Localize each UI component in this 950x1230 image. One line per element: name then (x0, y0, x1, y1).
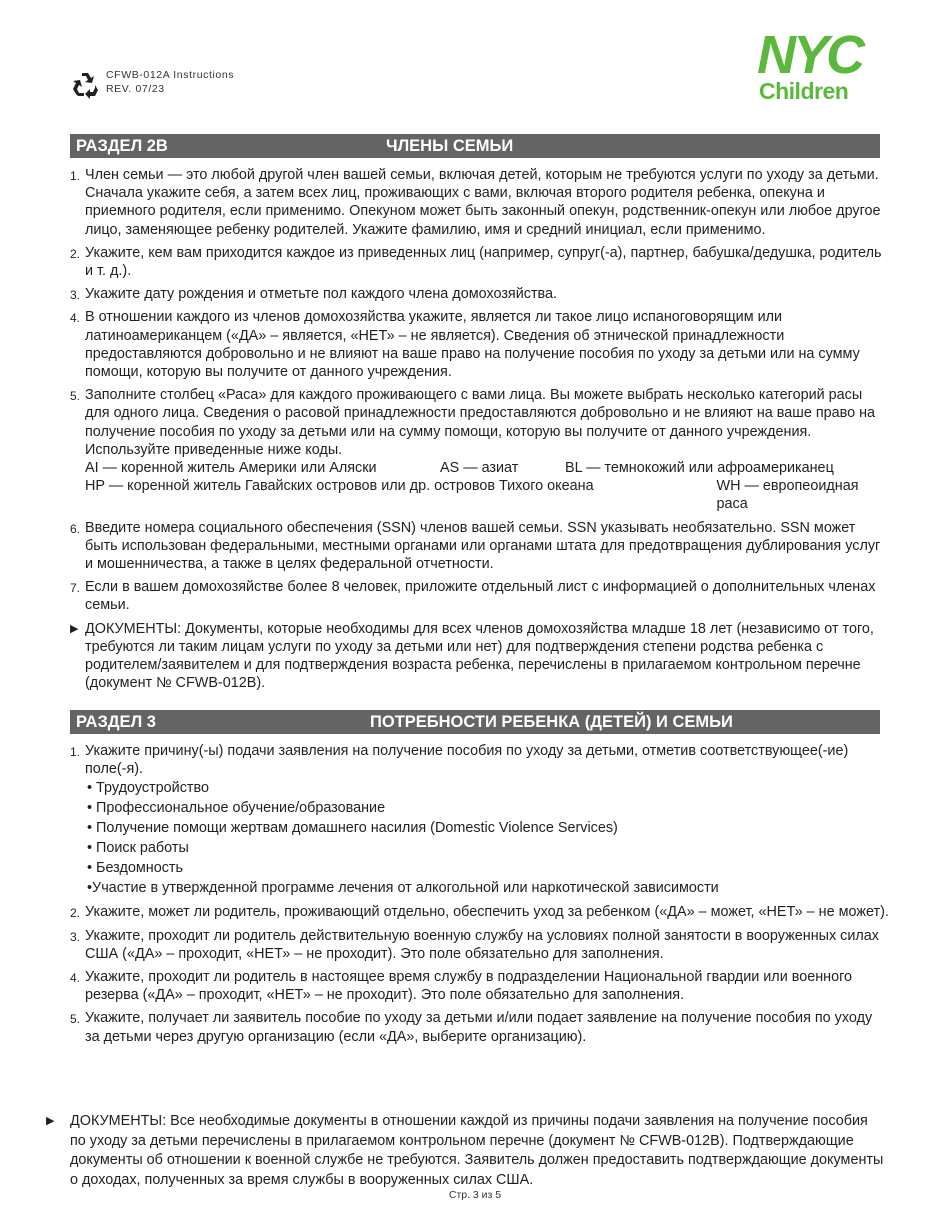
item-text: Укажите причину(-ы) подачи заявления на получение пособия по уходу за детьми, отметив соответствующее(-ие) поле(-я). (85, 743, 849, 778)
list-item (70, 1009, 890, 1045)
bullet-icon: • (87, 860, 93, 877)
list-item (70, 386, 890, 513)
race-code-bl: BL — темнокожий или афроамериканец (565, 460, 834, 477)
documents-text: ДОКУМЕНТЫ: Документы, которые необходимы для всех членов домохозяйства младше 18 лет (независимо от того, требуются ли таким лицам услуги по уходу за детьми или нет) для подтверждения степени родства ребенка с родителем/заявителем и для подтверждения возраста ребенка, перечислены в прилагаемом контрольном перечне (документ № CFWB-012B). (85, 620, 874, 692)
item-number: 4. (70, 311, 81, 326)
bullet-icon: • (87, 840, 93, 857)
form-code: CFWB-012A Instructions (106, 69, 235, 81)
item-text: Укажите, проходит ли родитель в настоящее время службу в подразделении Национальной гвардии или военного резерва («ДА» – проходит, «НЕТ» – не проходит). Это поле обязательно для заполнения. (85, 969, 853, 1004)
item-number: 3. (70, 288, 81, 303)
item-text: В отношении каждого из членов домохозяйства укажите, является ли такое лицо испаноговорящим или латиноамериканцем («ДА» – является, «НЕТ» – не является). Сведения об этнической принадлежности предоставляются добровольно и не влияют на ваше право на получение пособия по уходу за детьми или на сумму помощи, которую вы получите от данного учреждения. (85, 309, 860, 381)
bullet-icon: • (87, 820, 93, 837)
logo-children-text: Children (759, 78, 849, 104)
item-text: Укажите, получает ли заявитель пособие по уходу за детьми и/или подает заявление на получение пособия по уходу за детьми через другую организацию (если «ДА», выберите организацию). (85, 1010, 873, 1045)
list-item (70, 578, 890, 614)
section-3-title: ПОТРЕБНОСТИ РЕБЕНКА (ДЕТЕЙ) И СЕМЬИ (370, 713, 733, 731)
reason-item: • Профессиональное обучение/образование (87, 800, 386, 817)
race-codes-row-2 (85, 477, 890, 513)
documents-text: ДОКУМЕНТЫ: Все необходимые документы в отношении каждой из причины подачи заявления на получение пособия по уходу за детьми перечислены в прилагаемом контрольном перечне (документ № CFWB-012B). Подтверждающие документы об отношении к военной службе не требуются. Заявитель должен предоставить подтверждающие документы о доходах, полученных за время службы в вооруженных силах США. (70, 1113, 884, 1188)
arrow-icon: ▶ (70, 622, 79, 635)
section-3-header (70, 710, 880, 734)
item-number: 5. (70, 389, 81, 404)
item-number: 2. (70, 906, 81, 921)
reason-item: • Получение помощи жертвам домашнего насилия (Domestic Violence Services) (87, 820, 618, 837)
item-text: Заполните столбец «Раса» для каждого проживающего с вами лица. Вы можете выбрать несколько категорий расы для одного лица. Сведения о расовой принадлежности предоставляются добровольно и не влияют на ваше право на получение пособия по уходу за детьми или на сумму помощи, которую вы получите от данного учреждения. Используйте приведенные ниже коды. (85, 387, 876, 458)
arrow-icon: ▶ (46, 1115, 55, 1127)
bullet-icon: • (87, 880, 93, 897)
item-text: Укажите дату рождения и отметьте пол каждого члена домохозяйства. (85, 286, 558, 303)
list-item (70, 244, 890, 280)
list-item (70, 903, 890, 921)
item-text: Укажите, кем вам приходится каждое из приведенных лиц (например, супруг(-а), партнер, бабушка/дедушка, родитель и т. д.). (85, 244, 882, 280)
section-3-documents (46, 1112, 886, 1190)
section-2b-list (70, 166, 890, 692)
reason-item: •Участие в утвержденной программе лечения от алкогольной или наркотической зависимости (87, 880, 719, 897)
section-2b-documents (70, 620, 890, 693)
item-number: 4. (70, 971, 81, 986)
race-code-wh: WH — европеоидная раса (716, 478, 859, 513)
section-3-list (70, 742, 890, 1051)
nyc-children-logo (757, 25, 895, 104)
race-code-hp: HP — коренной житель Гавайских островов или др. островов Тихого океана (85, 478, 594, 495)
item-number: 3. (70, 929, 81, 944)
section-2b-number: РАЗДЕЛ 2B (76, 137, 168, 155)
item-text: Если в вашем домохозяйстве более 8 человек, приложите отдельный лист с информацией о дополнительных членах семьи. (85, 579, 876, 614)
recycle-icon (70, 70, 100, 100)
bullet-icon: • (87, 780, 93, 797)
item-text: Укажите, проходит ли родитель действительную военную службу на условиях полной занятости в вооруженных силах США («ДА» – проходит, «НЕТ» – не проходит). Это поле обязательно для заполнения. (85, 927, 880, 962)
reason-item: • Бездомность (87, 860, 183, 877)
logo-nyc-text: NYC (757, 25, 863, 85)
list-item (70, 308, 890, 381)
item-text: Член семьи — это любой другой член вашей семьи, включая детей, которым не требуются услуги по уходу за детьми. Сначала укажите себя, а затем всех лиц, проживающих с вами, включая второго родителя ребенка, опекуна и приемного родителя, если применимо. Опекуном может быть законный опекун, родственник-опекун или любое другое лицо, заменяющее ребенку родителей. Укажите фамилию, имя и средний инициал, если применимо. (85, 167, 881, 238)
reason-item: • Трудоустройство (87, 780, 209, 797)
race-code-as: AS — азиат (440, 460, 519, 477)
race-code-ai: AI — коренной житель Америки или Аляски (85, 460, 377, 477)
bullet-icon: • (87, 800, 93, 817)
item-number: 7. (70, 581, 81, 596)
item-text: Введите номера социального обеспечения (SSN) членов вашей семьи. SSN указывать необязательно. SSN может быть использован федеральными, местными органами или органами штата для предотвращения дублирования услуг и мошенничества, а также в целях федеральной отчетности. (85, 519, 881, 573)
reasons-list (85, 778, 890, 898)
section-2b-header (70, 134, 880, 158)
race-codes-row-1 (85, 459, 890, 477)
revision: REV. 07/23 (106, 83, 165, 95)
item-number: 6. (70, 521, 81, 536)
list-item (70, 968, 890, 1004)
section-2b-title: ЧЛЕНЫ СЕМЬИ (386, 137, 514, 155)
item-text: Укажите, может ли родитель, проживающий отдельно, обеспечить уход за ребенком («ДА» – может, «НЕТ» – не может). (85, 904, 889, 921)
reason-item: • Поиск работы (87, 840, 189, 857)
list-item (70, 519, 890, 574)
item-number: 2. (70, 246, 81, 261)
list-item (70, 927, 890, 963)
item-number: 1. (70, 169, 81, 183)
list-item (70, 166, 890, 239)
section-3-number: РАЗДЕЛ 3 (76, 713, 156, 731)
form-header (70, 68, 234, 100)
page-number: Стр. 3 из 5 (448, 1189, 502, 1201)
list-item (70, 742, 890, 898)
list-item (70, 285, 890, 303)
item-number: 1. (70, 745, 81, 759)
item-number: 5. (70, 1012, 81, 1027)
